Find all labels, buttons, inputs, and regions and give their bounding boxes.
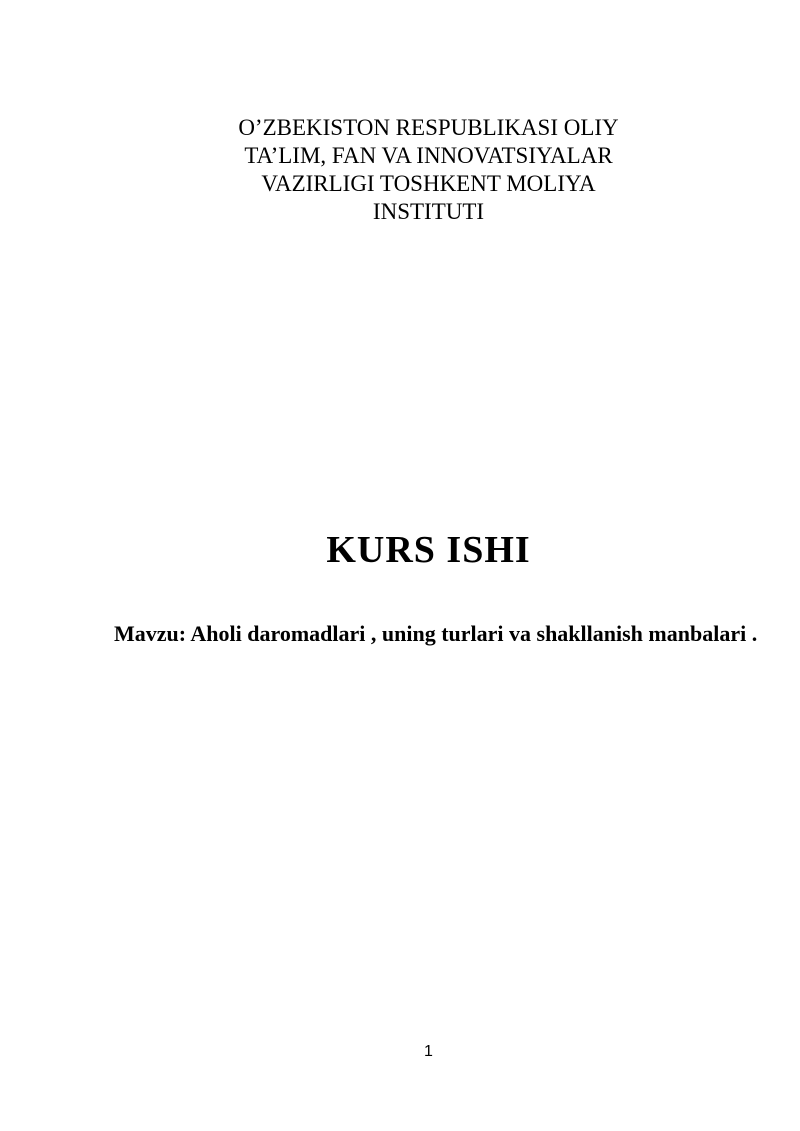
institution-header-line: TA’LIM, FAN VA INNOVATSIYALAR <box>244 143 613 168</box>
topic-line: Mavzu: Aholi daromadlari , uning turlari va shakllanish manbalari . <box>114 621 758 646</box>
document-title: KURS ISHI <box>326 529 531 571</box>
institution-header-line: O’ZBEKISTON RESPUBLIKASI OLIY <box>238 115 619 140</box>
page-number: 1 <box>424 1043 433 1060</box>
institution-header-line: INSTITUTI <box>372 199 485 224</box>
institution-header <box>114 114 743 226</box>
institution-header-line: VAZIRLIGI TOSHKENT MOLIYA <box>261 171 596 196</box>
